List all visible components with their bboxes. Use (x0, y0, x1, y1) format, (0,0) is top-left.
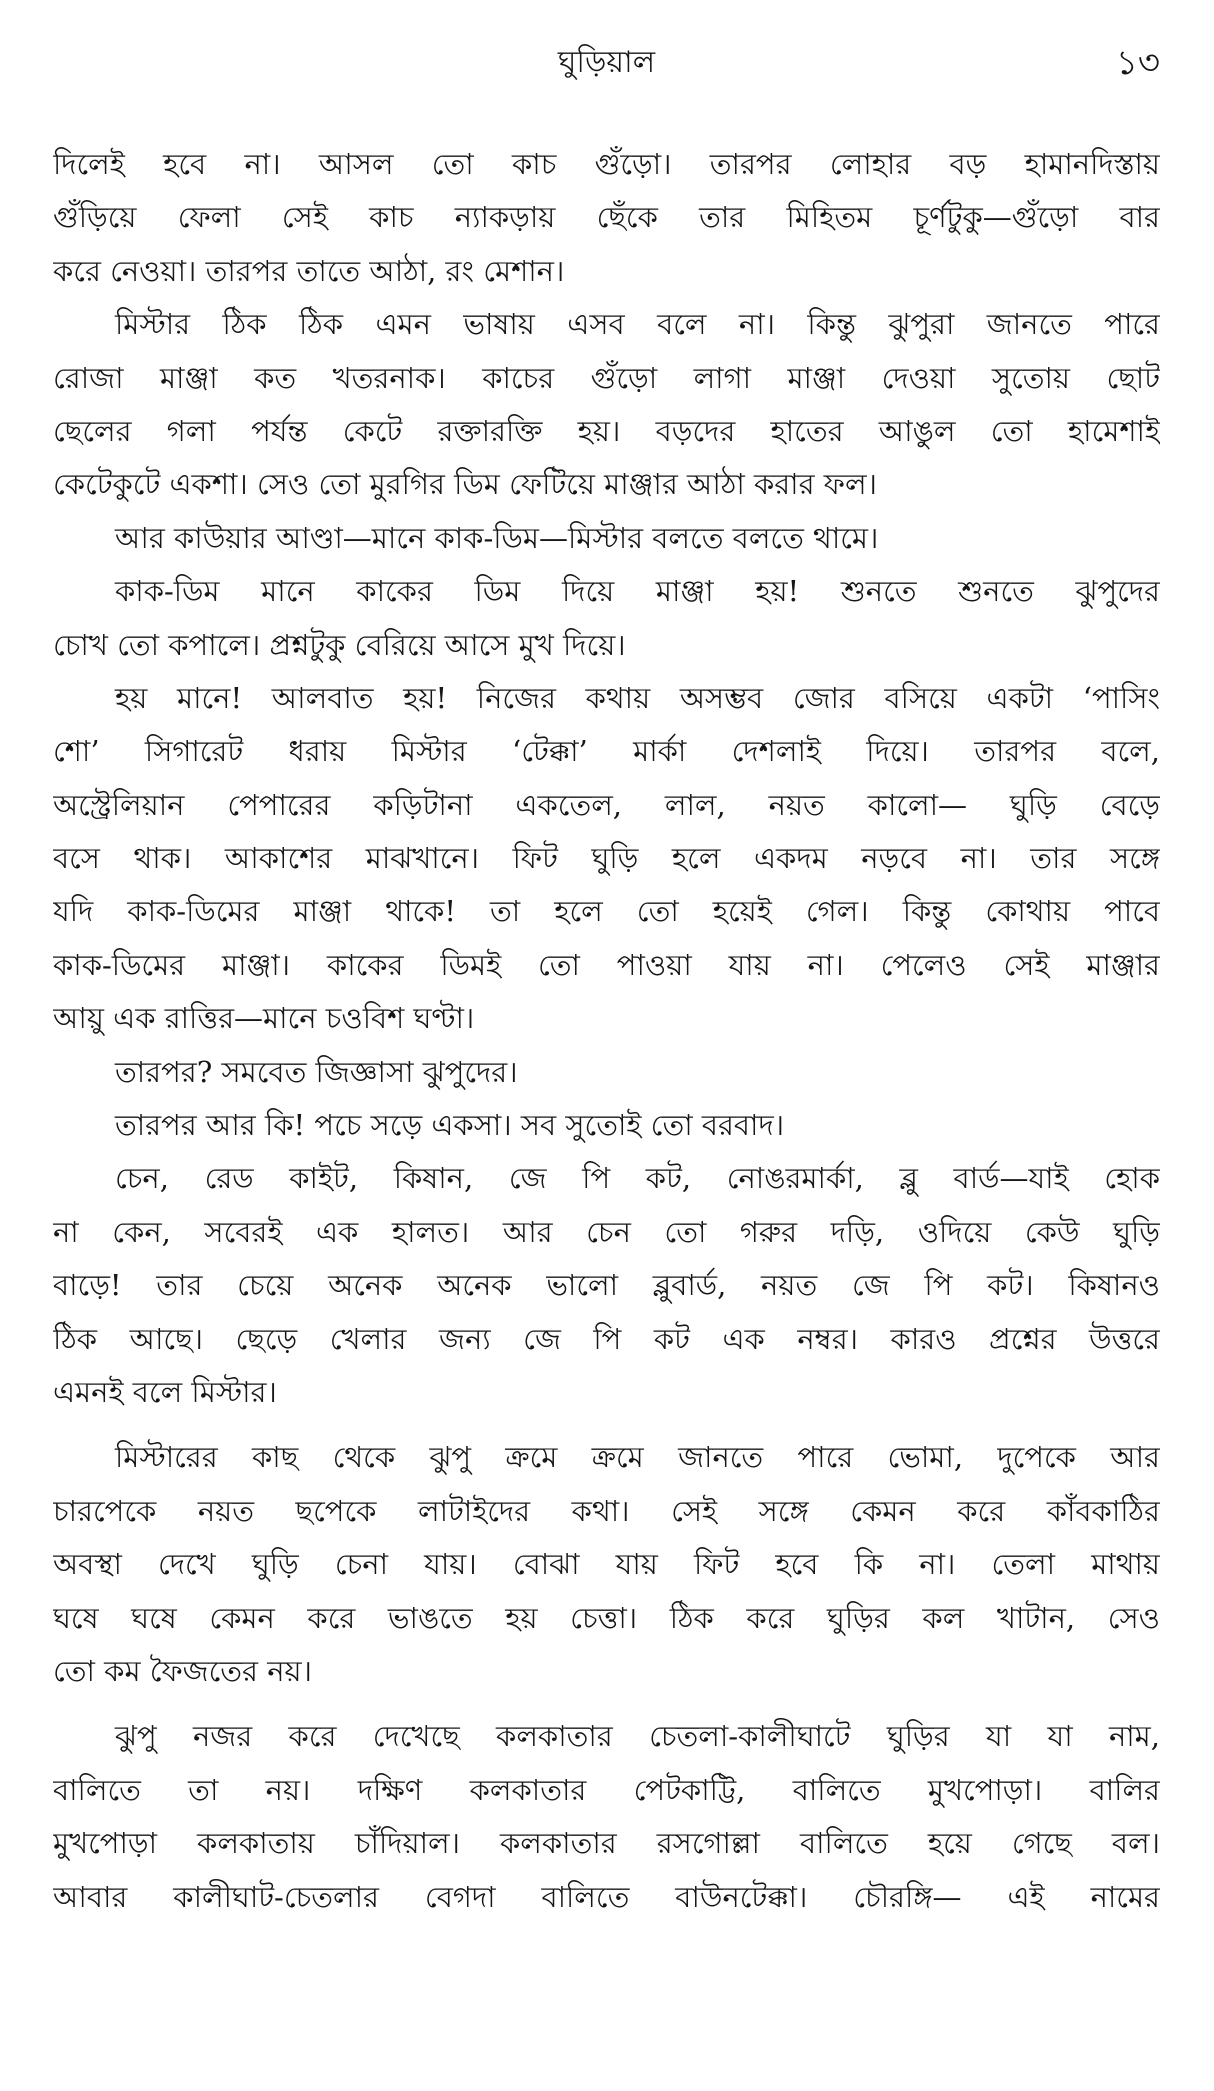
text-line: আবার কালীঘাট-চেতলার বেগদা বালিতে বাউনটেক্কা। চৌরঙ্গি— এই নামের (53, 1879, 1160, 1914)
paragraph (53, 1046, 1160, 1099)
paragraph (53, 565, 1160, 672)
paragraph (53, 672, 1160, 1046)
text-line: আয়ু এক রাত্তির—মানে চওবিশ ঘণ্টা। (53, 1001, 475, 1036)
text-line: ঝুপু নজর করে দেখেছে কলকাতার চেতলা-কালীঘাটে ঘুড়ির যা যা নাম, (115, 1719, 1160, 1754)
text-line: মুখপোড়া কলকাতায় চাঁদিয়াল। কলকাতার রসগোল্লা বালিতে হয়ে গেছে বল। (53, 1826, 1160, 1861)
text-line: বাড়ে! তার চেয়ে অনেক অনেক ভালো ব্লুবার্ড, নয়ত জে পি কট। কিষানও (53, 1268, 1160, 1303)
text-line: চেন, রেড কাইট, কিষান, জে পি কট, নোঙরমার্কা, ব্লু বার্ড—যাই হোক (115, 1161, 1160, 1196)
paragraph (53, 1431, 1160, 1698)
text-line: তারপর আর কি! পচে সড়ে একসা। সব সুতোই তো বরবাদ। (115, 1108, 785, 1143)
text-line: দিলেই হবে না। আসল তো কাচ গুঁড়ো। তারপর লোহার বড় হামানদিস্তায় (53, 147, 1160, 181)
paragraph (53, 1099, 1160, 1152)
text-line: ঘষে ঘষে কেমন করে ভাঙতে হয় চেত্তা। ঠিক করে ঘুড়ির কল খাটান, সেও (53, 1600, 1160, 1635)
text-line: এমনই বলে মিস্টার। (53, 1374, 277, 1409)
text-line: রোজা মাঞ্জা কত খতরনাক। কাচের গুঁড়ো লাগা মাঞ্জা দেওয়া সুতোয় ছোট (53, 360, 1160, 395)
text-line: গুঁড়িয়ে ফেলা সেই কাচ ন্যাকড়ায় ছেঁকে তার মিহিতম চূর্ণটুকু—গুঁড়ো বার (53, 200, 1160, 235)
paragraph (53, 298, 1160, 512)
text-line: তো কম ফৈজতের নয়। (53, 1653, 312, 1688)
page-header (53, 38, 1160, 88)
text-line: করে নেওয়া। তারপর তাতে আঠা, রং মেশান। (53, 253, 565, 288)
text-line: মিস্টারের কাছ থেকে ঝুপু ক্রমে ক্রমে জানতে পারে ভোমা, দুপেকে আর (115, 1440, 1160, 1475)
text-line: বসে থাক। আকাশের মাঝখানে। ফিট ঘুড়ি হলে একদম নড়বে না। তার সঙ্গে (53, 841, 1160, 876)
paragraph (53, 1710, 1160, 1924)
text-line: না কেন, সবেরই এক হালত। আর চেন তো গরুর দড়ি, ওদিয়ে কেউ ঘুড়ি (53, 1214, 1160, 1249)
text-line: বালিতে তা নয়। দক্ষিণ কলকাতার পেটকাট্টি, বালিতে মুখপোড়া। বালির (53, 1772, 1160, 1807)
text-line: অবস্থা দেখে ঘুড়ি চেনা যায়। বোঝা যায় ফিট হবে কি না। তেলা মাথায় (53, 1547, 1160, 1582)
text-line: তারপর? সমবেত জিজ্ঞাসা ঝুপুদের। (115, 1054, 518, 1089)
running-title: ঘুড়িয়াল (557, 45, 656, 80)
text-line: হয় মানে! আলবাত হয়! নিজের কথায় অসম্ভব জোর বসিয়ে একটা ‘পাসিং (115, 680, 1160, 715)
text-line: ঠিক আছে। ছেড়ে খেলার জন্য জে পি কট এক নম্বর। কারও প্রশ্নের উত্তরে (53, 1321, 1160, 1356)
text-line: কাক-ডিমের মাঞ্জা। কাকের ডিমই তো পাওয়া যায় না। পেলেও সেই মাঞ্জার (53, 947, 1160, 982)
text-line: চোখ তো কপালে। প্রশ্নটুকু বেরিয়ে আসে মুখ দিয়ে। (53, 627, 626, 662)
paragraph (53, 138, 1160, 298)
text-line: মিস্টার ঠিক ঠিক এমন ভাষায় এসব বলে না। কিন্তু ঝুপুরা জানতে পারে (115, 307, 1160, 342)
text-line: অস্ট্রেলিয়ান পেপারের কড়িটানা একতেল, লাল, নয়ত কালো— ঘুড়ি বেড়ে (53, 787, 1160, 822)
text-line: কেটেকুটে একশা। সেও তো মুরগির ডিম ফেটিয়ে মাঞ্জার আঠা করার ফল। (53, 467, 877, 502)
text-line: শো’ সিগারেট ধরায় মিস্টার ‘টেক্কা’ মার্কা দেশলাই দিয়ে। তারপর বলে, (53, 734, 1160, 769)
text-line: ছেলের গলা পর্যন্ত কেটে রক্তারক্তি হয়। বড়দের হাতের আঙুল তো হামেশাই (53, 413, 1160, 448)
page-body-text (53, 138, 1160, 1924)
text-line: যদি কাক-ডিমের মাঞ্জা থাকে! তা হলে তো হয়েই গেল। কিন্তু কোথায় পাবে (53, 894, 1160, 929)
text-line: কাক-ডিম মানে কাকের ডিম দিয়ে মাঞ্জা হয়! শুনতে শুনতে ঝুপুদের (115, 574, 1160, 609)
text-line: আর কাউয়ার আণ্ডা—মানে কাক-ডিম—মিস্টার বলতে বলতে থামে। (115, 520, 879, 555)
paragraph (53, 512, 1160, 565)
text-line: চারপেকে নয়ত ছপেকে লাটাইদের কথা। সেই সঙ্গে কেমন করে কাঁবকাঠির (53, 1493, 1160, 1528)
page-number: ১৩ (1115, 43, 1160, 83)
paragraph (53, 1152, 1160, 1419)
